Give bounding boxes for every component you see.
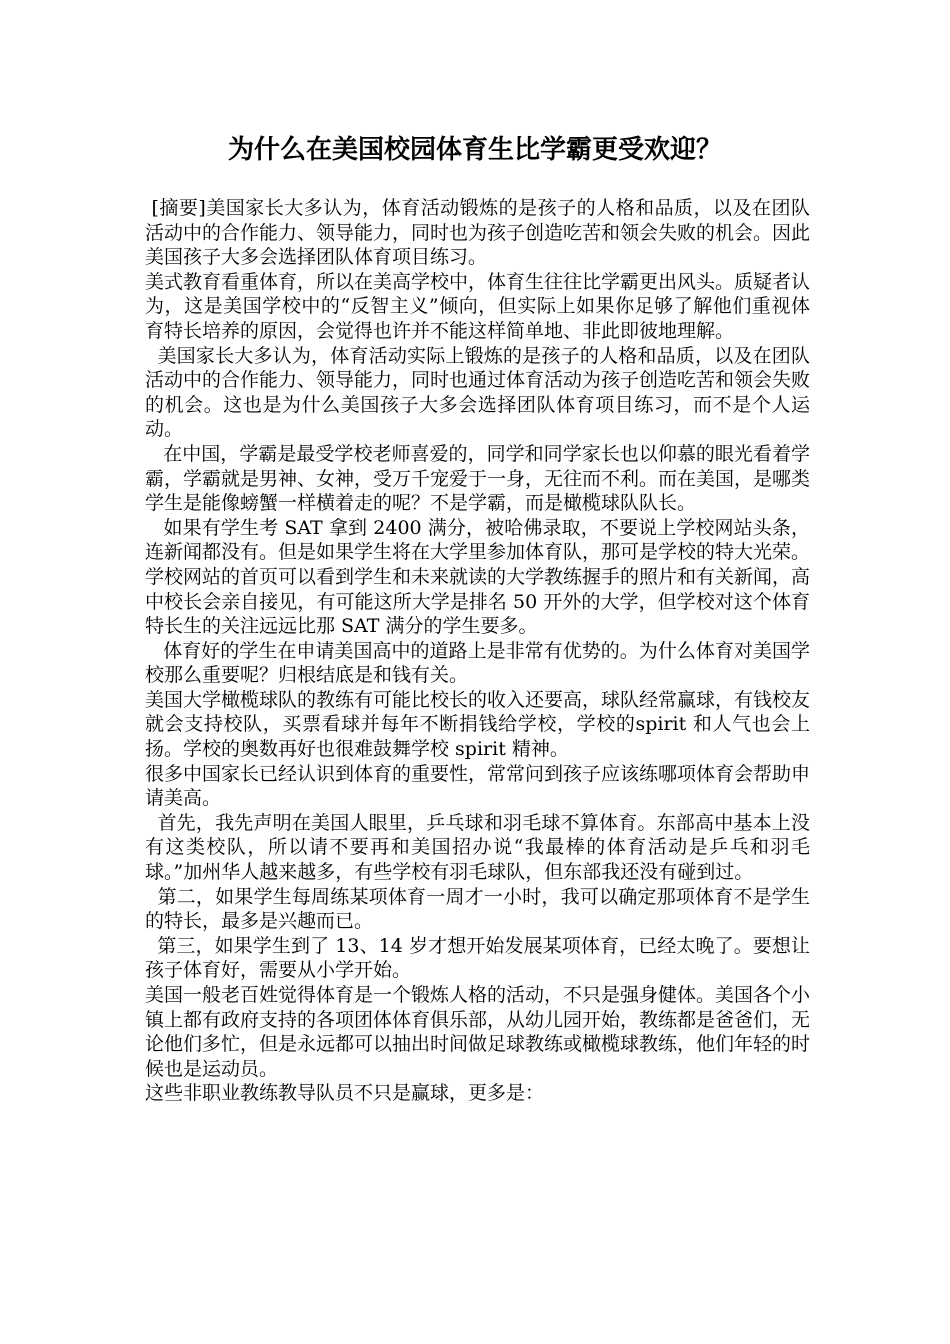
- body-paragraph: 第三，如果学生到了 13、14 岁才想开始发展某项体育，已经太晚了。要想让孩子体育好，需要从小学开始。: [145, 934, 810, 982]
- body-paragraph: 美国家长大多认为，体育活动实际上锻炼的是孩子的人格和品质，以及在团队活动中的合作能力、领导能力，同时也通过体育活动为孩子创造吃苦和领会失败的机会。这也是为什么美国孩子大多会选择团队体育项目练习，而不是个人运动。: [145, 344, 811, 441]
- body-paragraph: 第二，如果学生每周练某项体育一周才一小时，我可以确定那项体育不是学生的特长，最多是兴趣而已。: [145, 885, 810, 933]
- document-title: 为什么在美国校园体育生比学霸更受欢迎？: [227, 135, 722, 165]
- body-paragraph: 美国一般老百姓觉得体育是一个锻炼人格的活动，不只是强身健体。美国各个小镇上都有政府支持的各项团体体育俱乐部，从幼儿园开始，教练都是爸爸们，无论他们多忙，但是永远都可以抽出时间做足球教练或橄榄球教练，他们年轻的时候也是运动员。: [145, 984, 811, 1080]
- body-paragraph: 首先，我先声明在美国人眼里，乒乓球和羽毛球不算体育。东部高中基本上没有这类校队，所以请不要再和美国招办说“我最棒的体育活动是乒乓和羽毛球。”加州华人越来越多，有些学校有羽毛球队，但东部我还没有碰到过。: [145, 811, 810, 884]
- abstract-paragraph: [摘要]美国家长大多认为，体育活动锻炼的是孩子的人格和品质，以及在团队活动中的合作能力、领导能力，同时也为孩子创造吃苦和领会失败的机会。因此美国孩子大多会选择团队体育项目练习。: [145, 197, 811, 269]
- body-paragraph: 很多中国家长已经认识到体育的重要性，常常问到孩子应该练哪项体育会帮助申请美高。: [145, 762, 811, 810]
- body-paragraph: 如果有学生考 SAT 拿到 2400 满分，被哈佛录取，不要说上学校网站头条，连新闻都没有。但是如果学生将在大学里参加体育队，那可是学校的特大光荣。学校网站的首页可以看到学生和未来就读的大学教练握手的照片和有关新闻，高中校长会亲自接见，有可能这所大学是排名 50 开外的大学，但学校对这个体育特长生的关注远远比那 SAT 满分的学生要多。: [145, 516, 811, 638]
- body-paragraph: 美式教育看重体育，所以在美高学校中，体育生往往比学霸更出风头。质疑者认为，这是美国学校中的“反智主义”倾向，但实际上如果你足够了解他们重视体育特长培养的原因，会觉得也许并不能这样简单地、非此即彼地理解。: [145, 270, 811, 342]
- body-paragraph: 在中国，学霸是最受学校老师喜爱的，同学和同学家长也以仰慕的眼光看着学霸，学霸就是男神、女神，受万千宠爱于一身，无往而不利。而在美国，是哪类学生是能像螃蟹一样横着走的呢？不是学霸，而是橄榄球队队长。: [145, 442, 811, 515]
- body-paragraph: 美国大学橄榄球队的教练有可能比校长的收入还要高，球队经常赢球，有钱校友就会支持校队，买票看球并每年不断捐钱给学校，学校的spirit 和人气也会上扬。学校的奥数再好也很难鼓舞学校 spirit 精神。: [145, 688, 811, 761]
- body-paragraph: 体育好的学生在申请美国高中的道路上是非常有优势的。为什么体育对美国学校那么重要呢？归根结底是和钱有关。: [145, 639, 810, 687]
- body-paragraph: 这些非职业教练教导队员不只是赢球，更多是：: [145, 1082, 545, 1105]
- document-body: [145, 196, 810, 1106]
